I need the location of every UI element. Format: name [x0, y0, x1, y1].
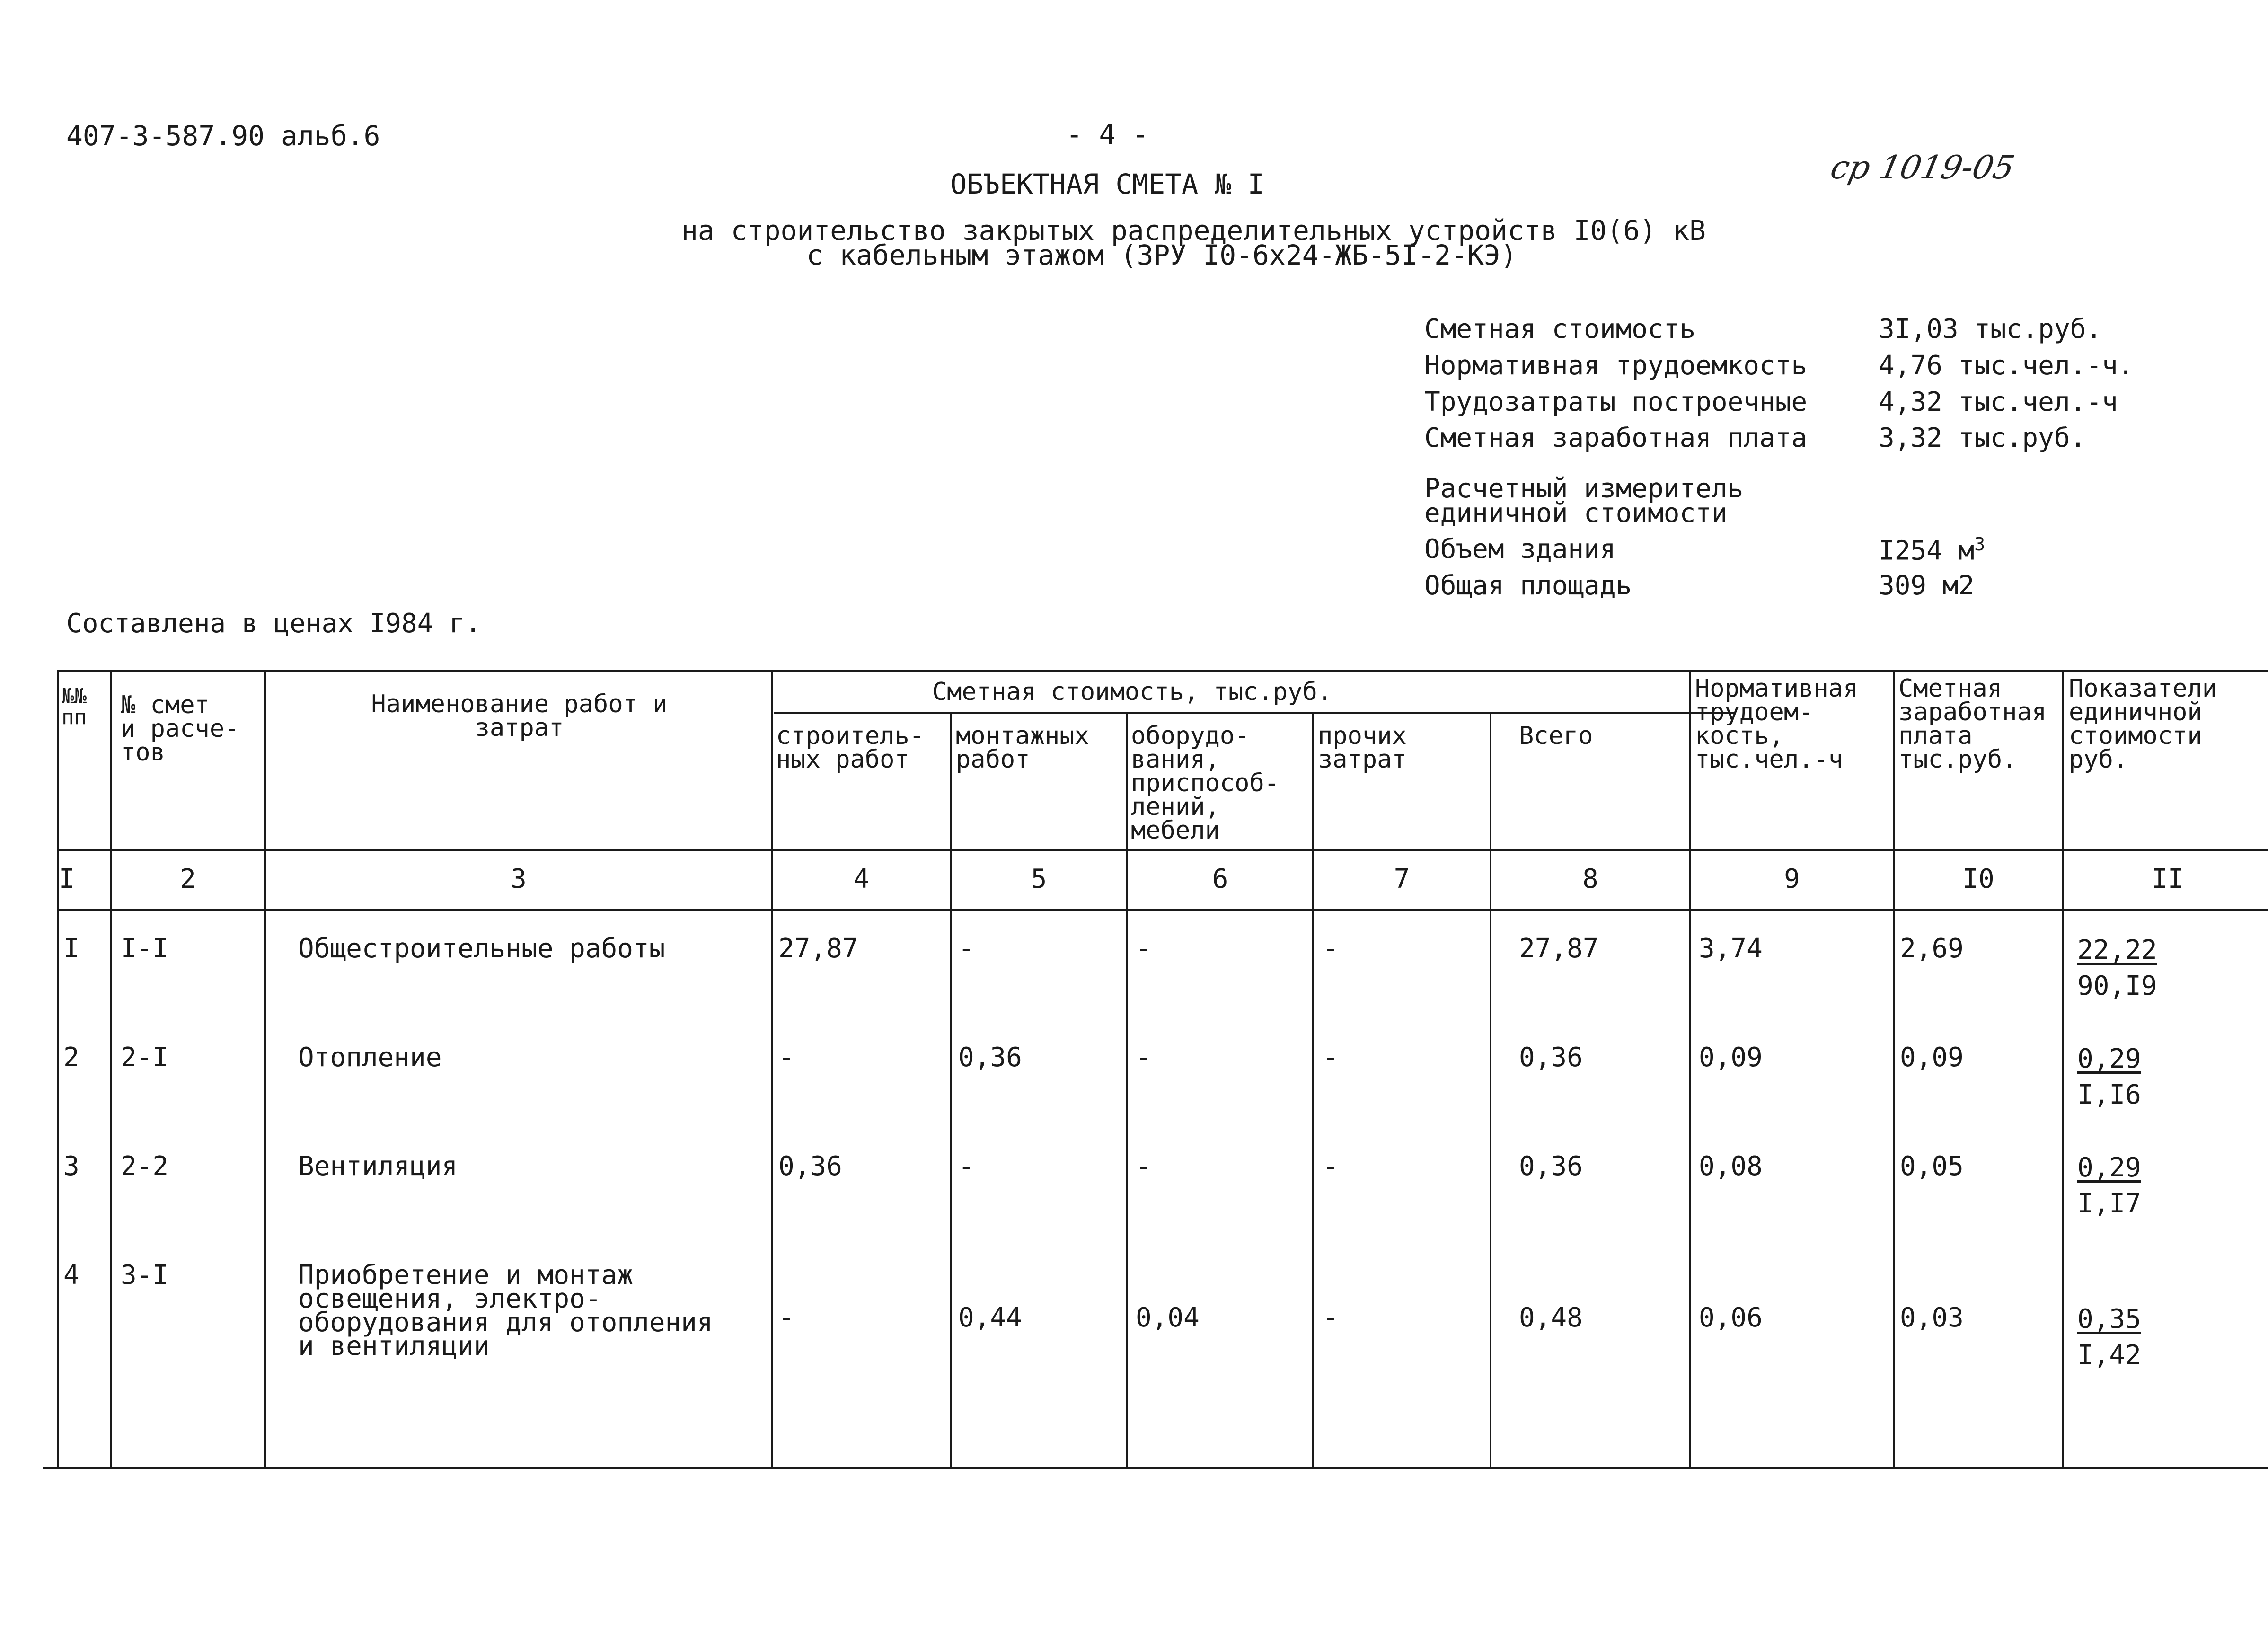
work-name-line: и вентиляции [298, 1331, 490, 1362]
indicator-numerator: 0,35 [2077, 1304, 2141, 1335]
indicator-denominator: I,I6 [2077, 1079, 2141, 1110]
header-line: плата [1898, 722, 1973, 750]
header-estimate-number [121, 691, 239, 767]
row-construction-cost: 0,36 [778, 1151, 842, 1182]
row-wages: 0,05 [1900, 1151, 1964, 1182]
indicator-numerator: 22,22 [2077, 935, 2157, 965]
header-line: лений, [1131, 793, 1220, 821]
header-work-name [267, 692, 771, 740]
row-number: 4 [63, 1260, 79, 1291]
column-number: 5 [1031, 864, 1047, 894]
indicator-denominator: I,42 [2077, 1340, 2141, 1371]
column-number: II [2152, 864, 2184, 894]
meter-label-line-1: Расчетный измеритель [1424, 473, 1744, 504]
row-other-cost: - [1323, 1302, 1339, 1333]
header-line: пп [62, 705, 87, 729]
row-total-cost: 0,36 [1519, 1151, 1583, 1182]
summary-label: Нормативная трудоемкость [1424, 350, 1808, 381]
meter-label [1424, 498, 2134, 531]
estimate-table [43, 670, 2268, 1477]
prices-note: Составлена в ценах I984 г. [66, 608, 481, 639]
header-line: Наименование работ и [371, 690, 668, 718]
column-divider [950, 712, 952, 1469]
document-code: 407-3-587.90 альб.6 [66, 120, 380, 152]
column-divider [264, 670, 266, 1469]
header-cost-group: Сметная стоимость, тыс.руб. [932, 678, 1333, 706]
row-other-cost: - [1323, 1042, 1339, 1073]
indicator-numerator: 0,29 [2077, 1152, 2141, 1183]
header-line: монтажных [956, 722, 1089, 750]
header-line: приспособ- [1131, 769, 1280, 797]
summary-row [1424, 350, 2134, 383]
work-name-line: освещения, электро- [298, 1283, 601, 1314]
row-labor-intensity: 0,08 [1699, 1151, 1763, 1182]
column-number: 4 [853, 864, 870, 894]
volume-unit-superscript: 3 [1974, 534, 1986, 555]
header-line: работ [956, 745, 1030, 774]
row-work-name [298, 1151, 458, 1182]
column-divider [1312, 712, 1314, 1469]
row-number: 3 [63, 1151, 79, 1182]
header-line: Сметная [1898, 674, 2003, 703]
header-installation-works [956, 722, 1089, 774]
header-line: единичной [2069, 698, 2202, 726]
column-number: 3 [511, 864, 527, 894]
row-installation-cost: 0,36 [958, 1042, 1022, 1073]
header-total [1519, 724, 1593, 748]
header-row-number [62, 686, 87, 728]
header-unit-cost-indicators [2069, 674, 2217, 774]
row-unit-cost-indicator [2077, 1306, 2141, 1369]
summary-row [1424, 314, 2134, 347]
row-construction-cost: - [778, 1042, 794, 1073]
header-labor-intensity [1695, 674, 1858, 774]
volume-label: Объем здания [1424, 534, 1616, 565]
row-installation-cost: - [958, 1151, 974, 1182]
summary-label: Сметная заработная плата [1424, 423, 1808, 453]
volume-row [1424, 534, 2134, 567]
row-equipment-cost: - [1136, 933, 1152, 964]
row-total-cost: 0,48 [1519, 1302, 1583, 1333]
column-divider [771, 670, 773, 1469]
header-line: заработная [1898, 698, 2047, 726]
column-divider [2062, 670, 2064, 1469]
subtitle-line-2: с кабельным этажом (ЗРУ I0-6х24-ЖБ-5I-2-КЭ) [806, 239, 1517, 271]
column-divider [1490, 712, 1491, 1469]
row-labor-intensity: 0,09 [1699, 1042, 1763, 1073]
row-number: 2 [63, 1042, 79, 1073]
row-estimate-number: 2-I [121, 1042, 169, 1073]
column-number: 8 [1582, 864, 1598, 894]
handwritten-note: ср 1019-05 [1827, 149, 2018, 186]
header-line: №№ [62, 684, 87, 708]
row-work-name [298, 1260, 713, 1362]
summary-label: Сметная стоимость [1424, 314, 1696, 345]
row-equipment-cost: 0,04 [1136, 1302, 1200, 1333]
row-wages: 0,03 [1900, 1302, 1964, 1333]
header-line: Показатели [2069, 674, 2217, 703]
header-construction-works [776, 722, 925, 774]
row-total-cost: 27,87 [1519, 933, 1599, 964]
summary-label: Трудозатраты построечные [1424, 387, 1808, 417]
document-title: ОБЪЕКТНАЯ СМЕТА № I [950, 168, 1264, 200]
header-line: стоимости [2069, 722, 2202, 750]
area-value: 309 м2 [1879, 570, 1975, 601]
row-labor-intensity: 0,06 [1699, 1302, 1763, 1333]
header-other-costs [1318, 722, 1407, 774]
column-divider [1689, 670, 1691, 1469]
row-total-cost: 0,36 [1519, 1042, 1583, 1073]
header-line: кость, [1695, 722, 1784, 750]
header-line: вания, [1131, 745, 1220, 774]
row-installation-cost: - [958, 933, 974, 964]
header-line: прочих [1318, 722, 1407, 750]
area-label: Общая площадь [1424, 570, 1632, 601]
row-labor-intensity: 3,74 [1699, 933, 1763, 964]
meter-label-line-2: единичной стоимости [1424, 498, 1728, 529]
table-top-border [57, 670, 2268, 672]
header-line: тыс.чел.-ч [1695, 745, 1844, 774]
row-work-name [298, 1042, 442, 1073]
summary-row [1424, 387, 2134, 420]
row-installation-cost: 0,44 [958, 1302, 1022, 1333]
header-line: тыс.руб. [1898, 745, 2017, 774]
row-estimate-number: 3-I [121, 1260, 169, 1291]
row-number: I [63, 933, 79, 964]
summary-value: 3,32 тыс.руб. [1879, 423, 2086, 453]
header-line: затрат [1318, 745, 1407, 774]
work-name-line: Вентиляция [298, 1151, 458, 1182]
column-number: 7 [1394, 864, 1410, 894]
header-wages [1898, 674, 2047, 774]
header-line: мебели [1131, 816, 1220, 845]
cost-group-underline [774, 712, 1734, 714]
work-name-line: оборудования для отопления [298, 1307, 713, 1338]
header-bottom-border [57, 849, 2268, 851]
row-work-name [298, 933, 665, 964]
row-estimate-number: 2-2 [121, 1151, 169, 1182]
work-name-line: Общестроительные работы [298, 933, 665, 964]
header-line: затрат [475, 714, 564, 742]
indicator-denominator: I,I7 [2077, 1188, 2141, 1219]
row-unit-cost-indicator [2077, 937, 2157, 999]
row-estimate-number: I-I [121, 933, 169, 964]
header-line: Всего [1519, 722, 1593, 750]
header-line: оборудо- [1131, 722, 1250, 750]
column-divider [1893, 670, 1895, 1469]
header-equipment [1131, 722, 1280, 845]
volume-number: I254 м [1879, 535, 1975, 566]
column-number: 2 [180, 864, 196, 894]
row-unit-cost-indicator [2077, 1043, 2141, 1110]
column-number: 6 [1212, 864, 1228, 894]
column-divider [1126, 712, 1128, 1469]
column-divider [110, 670, 112, 1469]
row-other-cost: - [1323, 933, 1339, 964]
area-row [1424, 570, 2134, 603]
header-line: и расче- [121, 715, 239, 743]
indicator-denominator: 90,I9 [2077, 971, 2157, 1001]
row-unit-cost-indicator [2077, 1152, 2141, 1219]
row-wages: 2,69 [1900, 933, 1964, 964]
row-construction-cost: 27,87 [778, 933, 858, 964]
volume-value [1879, 534, 1985, 566]
header-line: № смет [121, 691, 210, 719]
row-other-cost: - [1323, 1151, 1339, 1182]
page-number: - 4 - [1066, 118, 1149, 150]
column-number: I0 [1962, 864, 1994, 894]
work-name-line: Отопление [298, 1042, 442, 1073]
column-number: 9 [1784, 864, 1800, 894]
column-divider [57, 670, 59, 1469]
row-equipment-cost: - [1136, 1042, 1152, 1073]
work-name-line: Приобретение и монтаж [298, 1260, 634, 1291]
header-line: строитель- [776, 722, 925, 750]
summary-value: 4,76 тыс.чел.-ч. [1879, 350, 2134, 381]
header-line: ных работ [776, 745, 909, 774]
subtitle-line-1: на строительство закрытых распределительных устройств I0(6) кВ [681, 214, 1706, 247]
row-equipment-cost: - [1136, 1151, 1152, 1182]
row-construction-cost: - [778, 1302, 794, 1333]
summary-value: 3I,03 тыс.руб. [1879, 314, 2102, 345]
header-line: трудоем- [1695, 698, 1814, 726]
column-number: I [59, 864, 75, 894]
header-line: тов [121, 738, 165, 767]
table-bottom-border [43, 1467, 2268, 1469]
summary-row [1424, 423, 2134, 456]
summary-value: 4,32 тыс.чел.-ч [1879, 387, 2118, 417]
header-line: руб. [2069, 745, 2128, 774]
row-wages: 0,09 [1900, 1042, 1964, 1073]
header-line: Нормативная [1695, 674, 1858, 703]
indicator-numerator: 0,29 [2077, 1043, 2141, 1074]
column-numbers-bottom-border [57, 909, 2268, 911]
